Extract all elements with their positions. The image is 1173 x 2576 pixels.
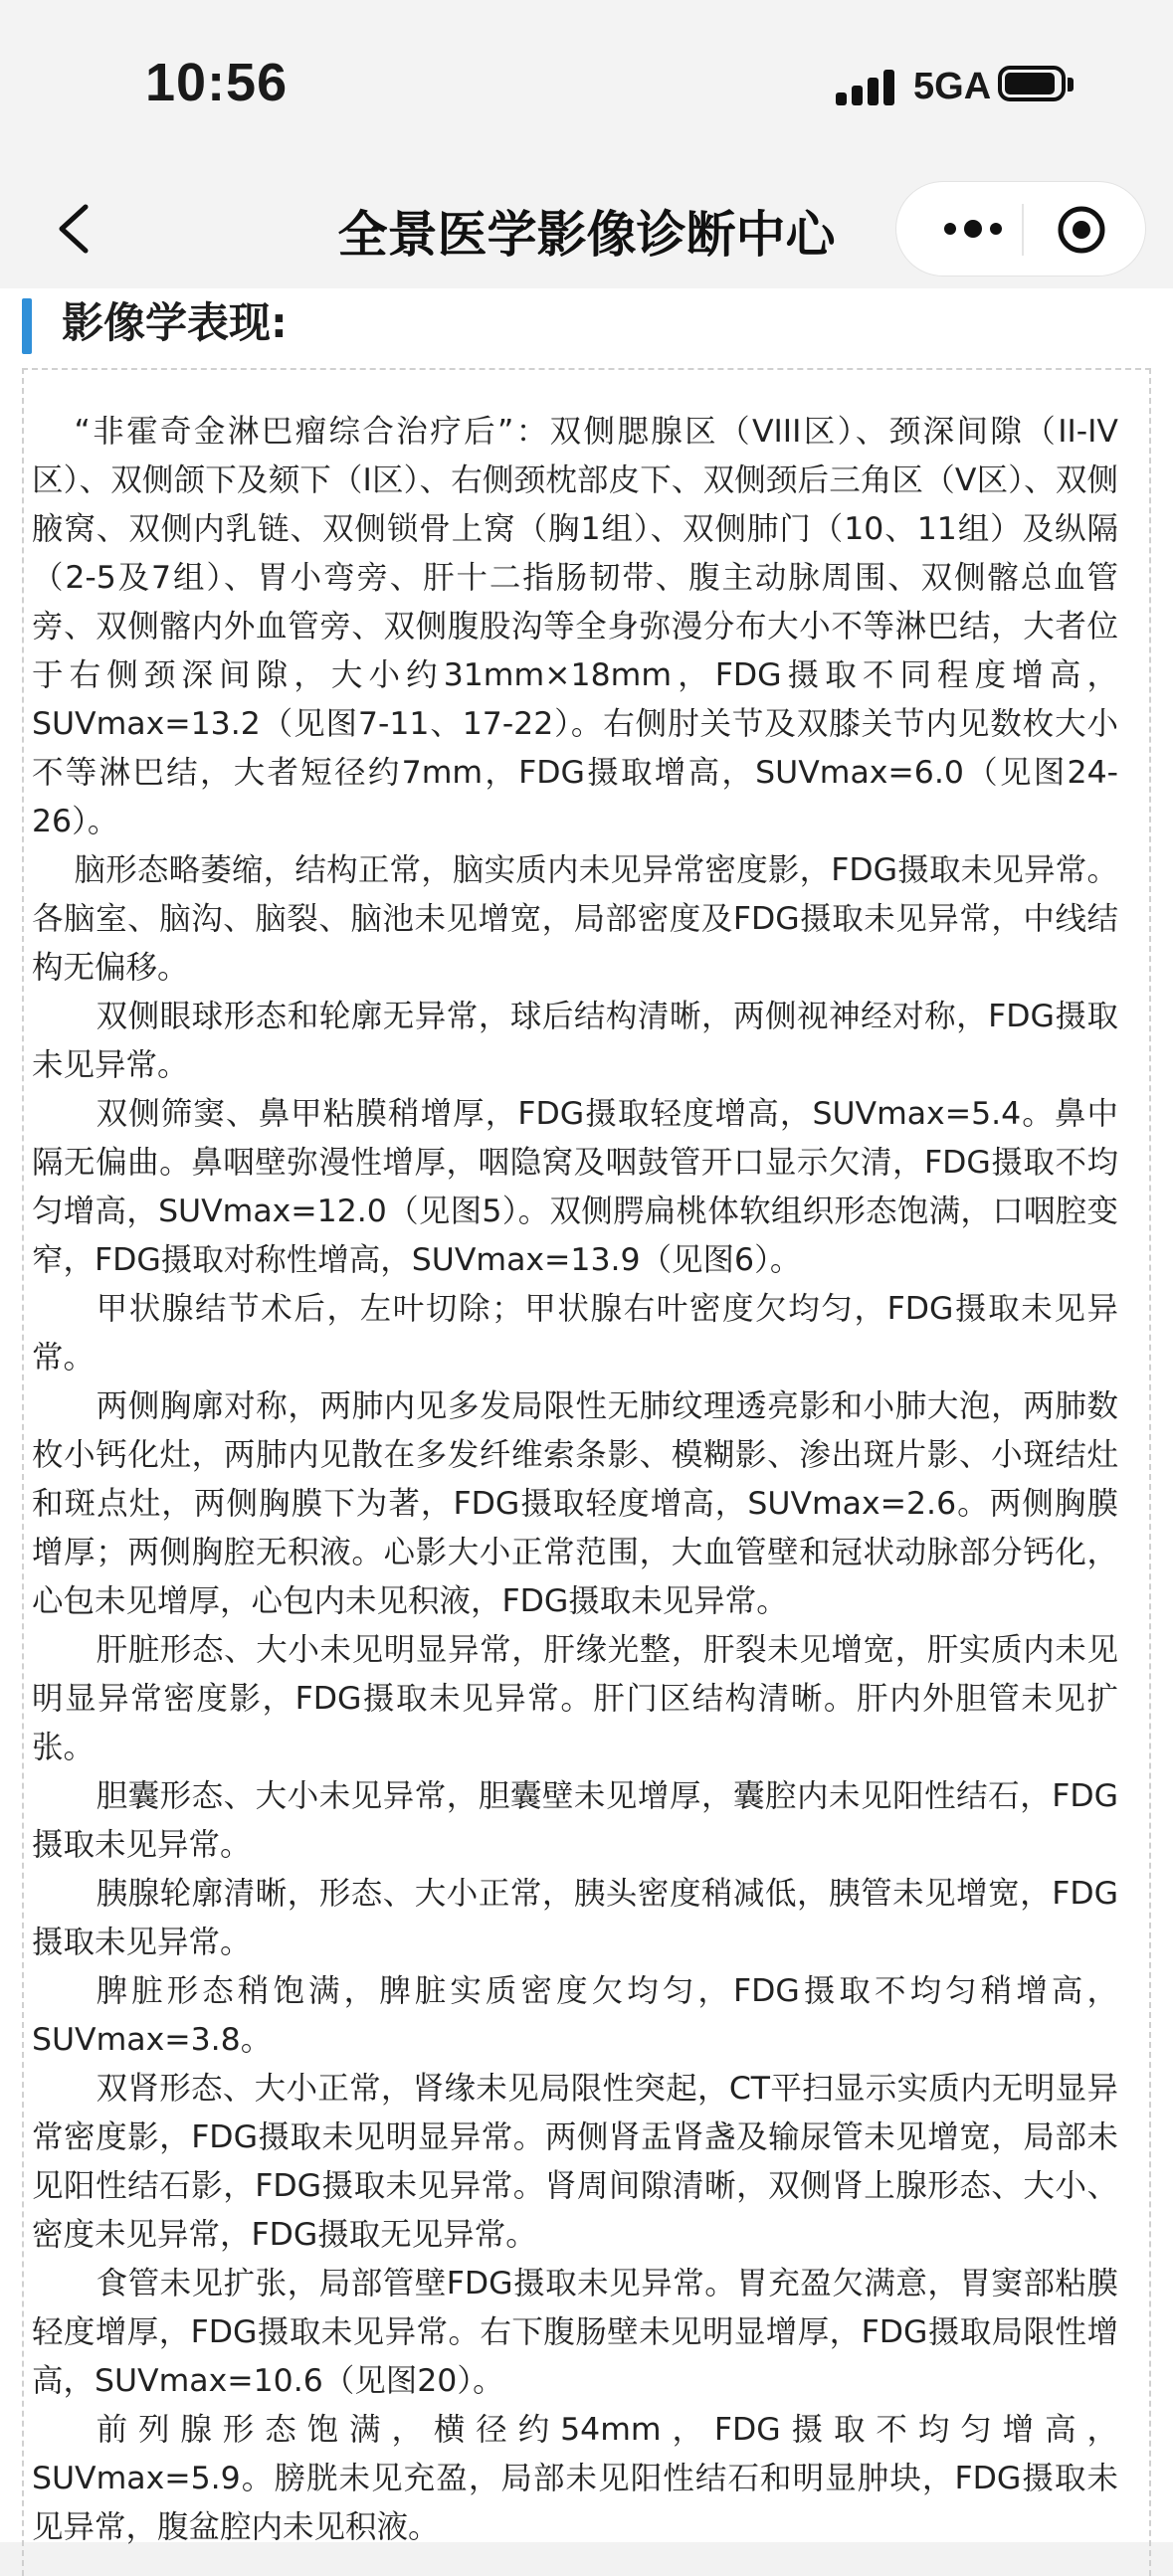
- report-content[interactable]: [0, 288, 1173, 2545]
- battery-icon: [998, 66, 1075, 105]
- report-paragraph: 食管未见扩张，局部管壁FDG摄取未见异常。胃充盈欠满意，胃窦部粘膜轻度增厚，FDG摄取未见异常。右下腹肠壁未见明显增厚，FDG摄取局限性增高，SUVmax=10.6（见图20）。: [32, 2266, 1118, 2399]
- more-dots-icon: [938, 216, 1008, 242]
- report-paragraph: 双侧眼球形态和轮廓无异常，球后结构清晰，两侧视神经对称，FDG摄取未见异常。: [32, 999, 1118, 1083]
- section-header: [22, 288, 1151, 366]
- signal-icon: [836, 70, 897, 105]
- section-accent-bar: [22, 298, 32, 354]
- report-paragraph: 双侧筛窦、鼻甲粘膜稍增厚，FDG摄取轻度增高，SUVmax=5.4。鼻中隔无偏曲。鼻咽壁弥漫性增厚，咽隐窝及咽鼓管开口显示欠清，FDG摄取不均匀增高，SUVmax=12.0（见图5）。双侧腭扁桃体软组织形态饱满，口咽腔变窄，FDG摄取对称性增高，SUVmax=13.9（见图6）。: [32, 1096, 1118, 1278]
- report-text: [32, 408, 1118, 2552]
- nav-bar: [0, 169, 1173, 288]
- report-paragraph: 肝脏形态、大小未见明显异常，肝缘光整，肝裂未见增宽，肝实质内未见明显异常密度影，FDG摄取未见异常。肝门区结构清晰。肝内外胆管未见扩张。: [32, 1632, 1118, 1765]
- mini-program-capsule: [895, 181, 1146, 276]
- capsule-divider: [1022, 204, 1024, 256]
- network-type: 5GA: [913, 66, 992, 107]
- report-paragraph: 前列腺形态饱满，横径约54mm，FDG摄取不均匀增高，SUVmax=5.9。膀胱未见充盈，局部未见阳性结石和明显肿块，FDG摄取未见异常，腹盆腔内未见积液。: [32, 2412, 1118, 2545]
- report-paragraph: 脑形态略萎缩，结构正常，脑实质内未见异常密度影，FDG摄取未见异常。各脑室、脑沟、脑裂、脑池未见增宽，局部密度及FDG摄取未见异常，中线结构无偏移。: [32, 852, 1118, 986]
- status-time: 10:56: [145, 53, 289, 112]
- close-target-icon: [1056, 204, 1107, 256]
- report-paragraph: 两侧胸廓对称，两肺内见多发局限性无肺纹理透亮影和小肺大泡，两肺数枚小钙化灶，两肺内见散在多发纤维索条影、模糊影、渗出斑片影、小斑结灶和斑点灶，两侧胸膜下为著，FDG摄取轻度增高，SUVmax=2.6。两侧胸膜增厚；两侧胸腔无积液。心影大小正常范围，大血管壁和冠状动脉部分钙化，心包未见增厚，心包内未见积液，FDG摄取未见异常。: [32, 1388, 1118, 1619]
- report-paragraph: 甲状腺结节术后，左叶切除；甲状腺右叶密度欠均匀，FDG摄取未见异常。: [32, 1291, 1118, 1376]
- report-paragraph: “非霍奇金淋巴瘤综合治疗后”：双侧腮腺区（VIII区）、颈深间隙（II-IV区）、双侧颌下及颏下（I区）、右侧颈枕部皮下、双侧颈后三角区（V区）、双侧腋窝、双侧内乳链、双侧锁骨上窝（胸1组）、双侧肺门（10、11组）及纵隔（2-5及7组）、胃小弯旁、肝十二指肠韧带、腹主动脉周围、双侧髂总血管旁、双侧髂内外血管旁、双侧腹股沟等全身弥漫分布大小不等淋巴结，大者位于右侧颈深间隙，大小约31mm×18mm，FDG摄取不同程度增高，SUVmax=13.2（见图7-11、17-22）。右侧肘关节及双膝关节内见数枚大小不等淋巴结，大者短径约7mm，FDG摄取增高，SUVmax=6.0（见图24-26）。: [32, 414, 1118, 839]
- report-paragraph: 脾脏形态稍饱满，脾脏实质密度欠均匀，FDG摄取不均匀稍增高，SUVmax=3.8。: [32, 1973, 1118, 2058]
- report-paragraph: 胰腺轮廓清晰，形态、大小正常，胰头密度稍减低，胰管未见增宽，FDG摄取未见异常。: [32, 1876, 1118, 1960]
- more-button[interactable]: [938, 216, 1008, 242]
- section-title: 影像学表现:: [62, 298, 288, 347]
- page-title: 全景医学影像诊断中心: [337, 206, 836, 264]
- close-button[interactable]: [1056, 204, 1107, 256]
- status-bar: [0, 0, 1173, 169]
- report-paragraph: 胆囊形态、大小未见异常，胆囊壁未见增厚，囊腔内未见阳性结石，FDG摄取未见异常。: [32, 1778, 1118, 1863]
- report-paragraph: 双肾形态、大小正常，肾缘未见局限性突起，CT平扫显示实质内无明显异常密度影，FDG摄取未见明显异常。两侧肾盂肾盏及输尿管未见增宽，局部未见阳性结石影，FDG摄取未见异常。肾周间隙清晰，双侧肾上腺形态、大小、密度未见异常，FDG摄取无见异常。: [32, 2071, 1118, 2253]
